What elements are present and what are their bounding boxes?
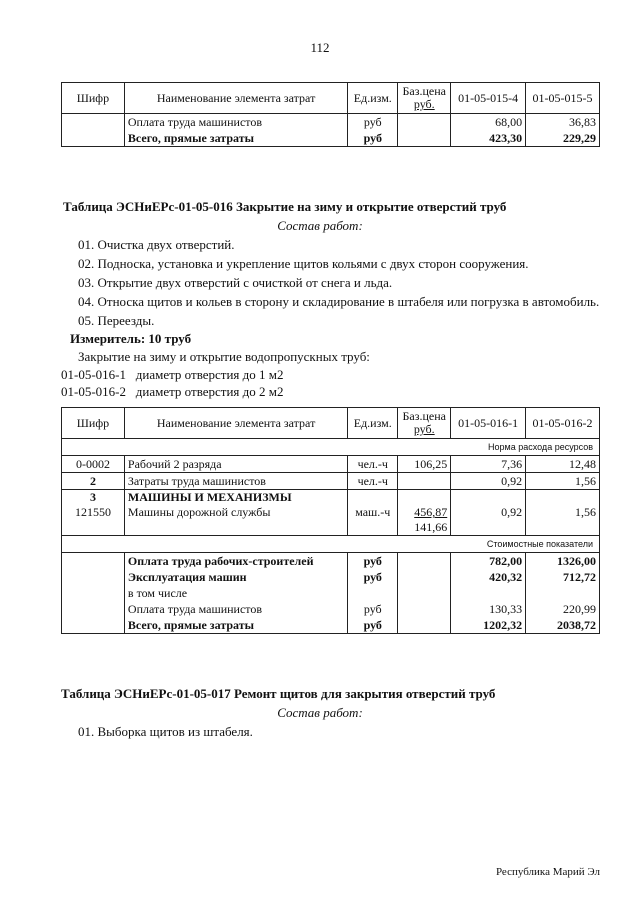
row-unit: руб (348, 553, 398, 570)
table-row (62, 114, 600, 131)
row-value-2: 229,29 (526, 130, 600, 147)
footer: Республика Марий Эл (495, 866, 600, 878)
row-name: Эксплуатация машин (124, 569, 347, 585)
row-value-1 (451, 585, 526, 601)
row-name: Оплата труда машинистов (124, 114, 347, 131)
row-unit: руб (348, 601, 398, 617)
row-value-2 (526, 585, 600, 601)
row-value-1: 423,30 (451, 130, 526, 147)
row-name: Оплата труда рабочих-строителей (124, 553, 347, 570)
work-item: 04. Относка щитов и кольев в сторону и складирование в штабеля или погрузка в автомобиль. (78, 294, 600, 309)
row-value-2: 36,83 (526, 114, 600, 131)
row-value-2: 1326,00 (526, 553, 600, 570)
row-value-2: 220,99 (526, 601, 600, 617)
row-name: Всего, прямые затраты (124, 617, 347, 634)
row-price: 456,87 141,66 (398, 490, 451, 536)
row-unit: чел.-ч (348, 473, 398, 490)
page-number: 112 (310, 40, 330, 55)
row-value-2: 2038,72 (526, 617, 600, 634)
row-unit: руб (348, 114, 398, 131)
header-base-price: Баз.цена руб. (398, 408, 451, 439)
row-code: 2 (62, 473, 125, 490)
row-price (398, 473, 451, 490)
composition-heading: Состав работ: (277, 218, 363, 233)
row-value-2: 1,56 (526, 490, 600, 536)
table-row (62, 456, 600, 473)
meter-label: Измеритель: 10 труб (70, 331, 192, 346)
row-value-2: 712,72 (526, 569, 600, 585)
row-value-1: 420,32 (451, 569, 526, 585)
header-unit: Ед.изм. (348, 83, 398, 114)
row-code: 0-0002 (62, 456, 125, 473)
table-row (62, 569, 600, 585)
row-value-1: 0,92 (451, 473, 526, 490)
variant-1: 01-05-016-1 диаметр отверстия до 1 м2 (61, 367, 284, 382)
header-name: Наименование элемента затрат (124, 408, 347, 439)
header-code: Шифр (62, 408, 125, 439)
header-name: Наименование элемента затрат (124, 83, 347, 114)
header-code: Шифр (62, 83, 125, 114)
header-col-1: 01-05-016-1 (451, 408, 526, 439)
header-col-2: 01-05-015-5 (526, 83, 600, 114)
row-price: 106,25 (398, 456, 451, 473)
resource-table-016 (61, 407, 600, 634)
row-value-1: 1202,32 (451, 617, 526, 634)
row-unit: руб (348, 617, 398, 634)
row-value-1: 130,33 (451, 601, 526, 617)
table-row (62, 585, 600, 601)
cost-table-015 (61, 82, 600, 147)
row-name: МАШИНЫ И МЕХАНИЗМЫ Машины дорожной службы (124, 490, 347, 536)
composition-heading: Состав работ: (277, 705, 363, 720)
table-row (62, 553, 600, 570)
row-unit: руб (348, 569, 398, 585)
header-unit: Ед.изм. (348, 408, 398, 439)
row-code: 3 121550 (62, 490, 125, 536)
table-title-016: Таблица ЭСНиЕРс-01-05-016 Закрытие на зиму и открытие отверстий труб (63, 199, 507, 214)
table-header-row (62, 83, 600, 114)
row-value-2: 1,56 (526, 473, 600, 490)
subheader-row (62, 439, 600, 456)
row-value-1: 68,00 (451, 114, 526, 131)
table-row (62, 130, 600, 147)
table-row (62, 473, 600, 490)
work-item: 02. Подноска, установка и укрепление щитов кольями с двух сторон сооружения. (78, 256, 529, 271)
header-base-price: Баз.цена руб. (398, 83, 451, 114)
cost-subheader: Стоимостные показатели (62, 536, 600, 553)
work-item: 03. Открытие двух отверстий с очисткой от снега и льда. (78, 275, 393, 290)
row-value-1: 782,00 (451, 553, 526, 570)
row-name: Рабочий 2 разряда (124, 456, 347, 473)
row-unit (348, 585, 398, 601)
work-item: 01. Выборка щитов из штабеля. (78, 724, 253, 739)
row-value-1: 0,92 (451, 490, 526, 536)
row-name: в том числе (124, 585, 347, 601)
header-col-2: 01-05-016-2 (526, 408, 600, 439)
table-row (62, 601, 600, 617)
row-name: Затраты труда машинистов (124, 473, 347, 490)
header-col-1: 01-05-015-4 (451, 83, 526, 114)
work-item: 01. Очистка двух отверстий. (78, 237, 235, 252)
row-value-1: 7,36 (451, 456, 526, 473)
subheader-row (62, 536, 600, 553)
table-title-017: Таблица ЭСНиЕРс-01-05-017 Ремонт щитов для закрытия отверстий труб (61, 686, 496, 701)
row-name: Всего, прямые затраты (124, 130, 347, 147)
variant-2: 01-05-016-2 диаметр отверстия до 2 м2 (61, 384, 284, 399)
row-unit: чел.-ч (348, 456, 398, 473)
table-row (62, 617, 600, 634)
row-name: Оплата труда машинистов (124, 601, 347, 617)
table-header-row (62, 408, 600, 439)
table-row (62, 490, 600, 536)
row-unit: маш.-ч (348, 490, 398, 536)
row-value-2: 12,48 (526, 456, 600, 473)
row-unit: руб (348, 130, 398, 147)
norm-subheader: Норма расхода ресурсов (62, 439, 600, 456)
work-item: 05. Переезды. (78, 313, 155, 328)
description: Закрытие на зиму и открытие водопропускных труб: (78, 349, 370, 364)
